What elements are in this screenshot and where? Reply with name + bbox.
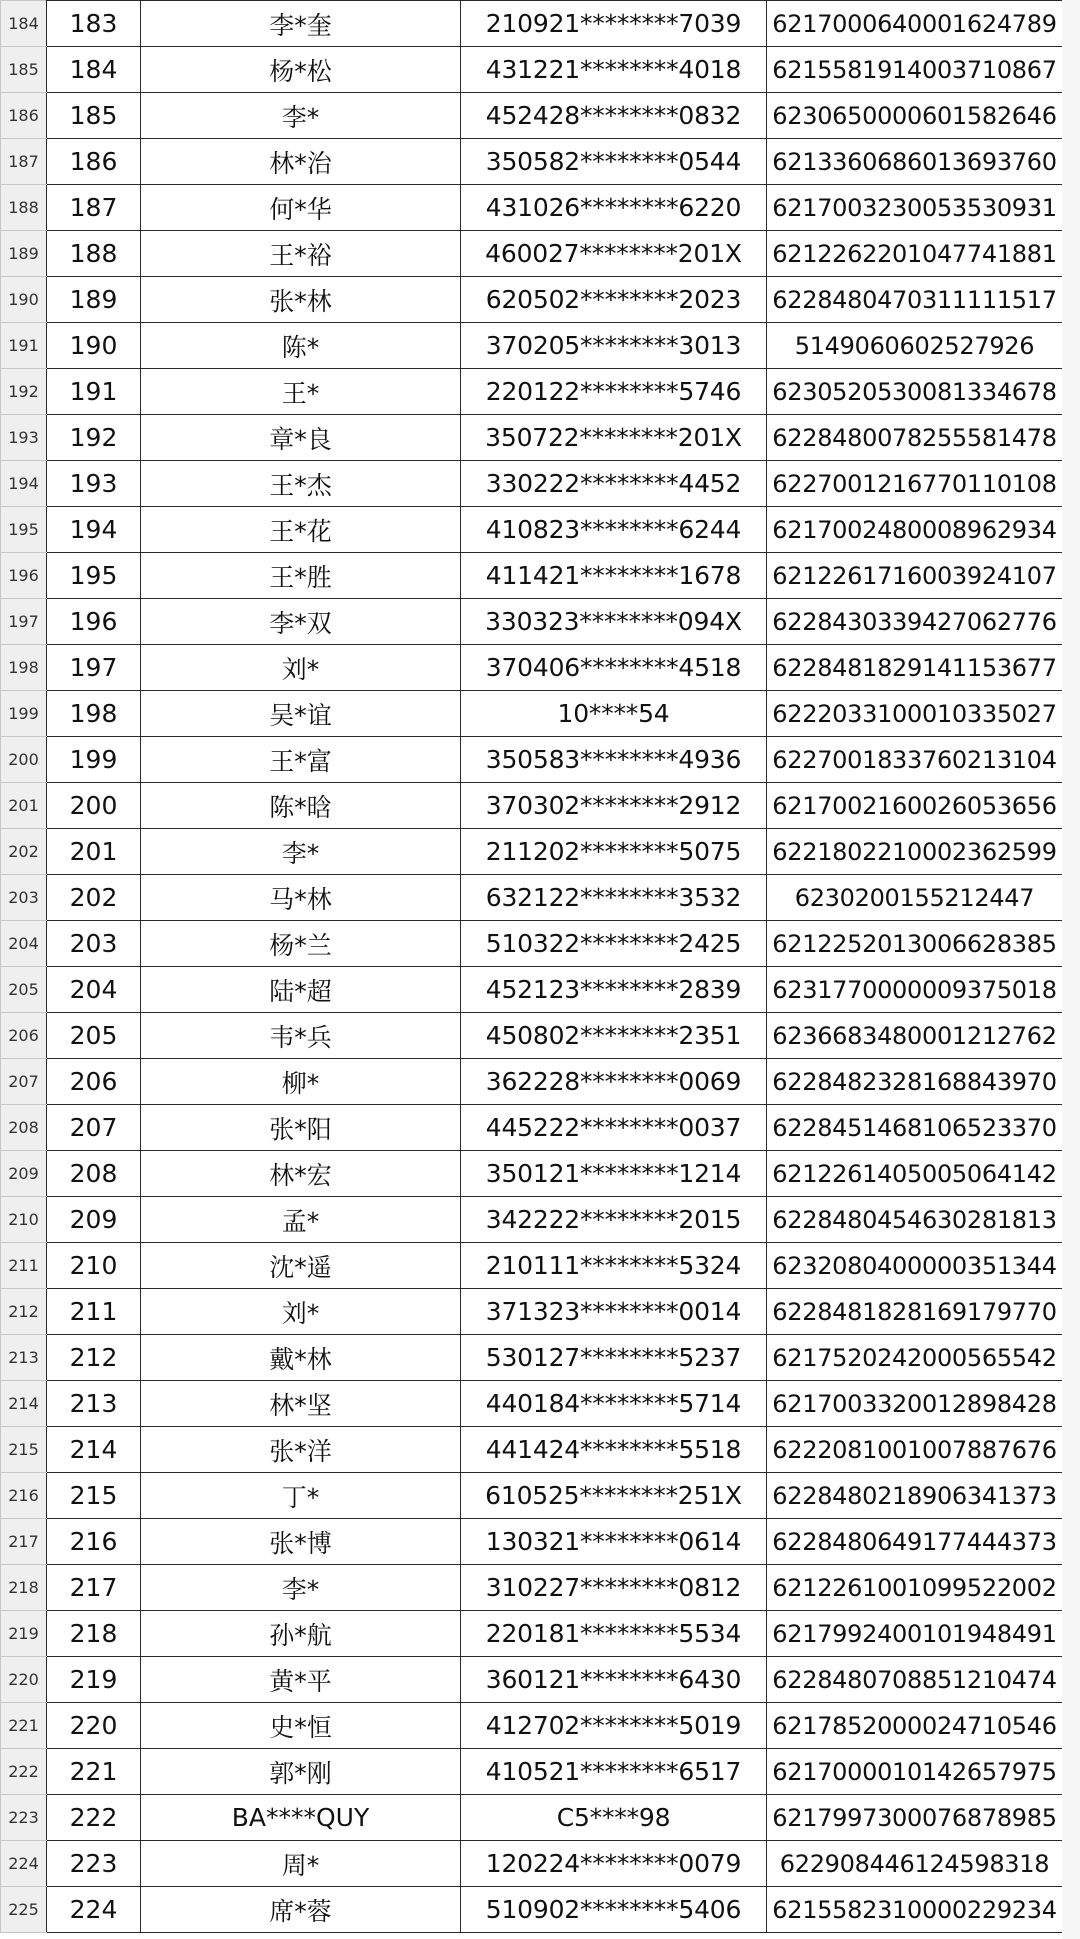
table-row: [1, 93, 1063, 139]
name-cell[interactable]: 马*林: [141, 875, 461, 921]
name-cell[interactable]: 孙*航: [141, 1611, 461, 1657]
id-number-cell[interactable]: 362228********0069: [461, 1059, 767, 1105]
table-row: [1, 875, 1063, 921]
seq-cell[interactable]: 193: [47, 461, 141, 507]
table-row: [1, 1381, 1063, 1427]
id-number-cell[interactable]: 10****54: [461, 691, 767, 737]
row-header[interactable]: 187: [1, 139, 47, 185]
table-row: [1, 1657, 1063, 1703]
table-row: [1, 369, 1063, 415]
id-number-cell[interactable]: 441424********5518: [461, 1427, 767, 1473]
table-row: [1, 599, 1063, 645]
table-row: [1, 1105, 1063, 1151]
seq-cell[interactable]: 207: [47, 1105, 141, 1151]
bank-card-cell[interactable]: 6217002480008962934: [767, 507, 1063, 553]
bank-card-cell[interactable]: 622908446124598318: [767, 1841, 1063, 1887]
bank-card-cell[interactable]: 6228481828169179770: [767, 1289, 1063, 1335]
id-number-cell[interactable]: 510902********5406: [461, 1887, 767, 1933]
id-number-cell[interactable]: 350582********0544: [461, 139, 767, 185]
name-cell[interactable]: 章*良: [141, 415, 461, 461]
table-row: [1, 231, 1063, 277]
seq-cell[interactable]: 215: [47, 1473, 141, 1519]
name-cell[interactable]: 郭*刚: [141, 1749, 461, 1795]
row-header[interactable]: 208: [1, 1105, 47, 1151]
row-header[interactable]: 223: [1, 1795, 47, 1841]
name-cell[interactable]: 陈*晗: [141, 783, 461, 829]
name-cell[interactable]: 王*: [141, 369, 461, 415]
row-header[interactable]: 201: [1, 783, 47, 829]
bank-card-cell[interactable]: 6212261716003924107: [767, 553, 1063, 599]
table-row: [1, 1335, 1063, 1381]
seq-cell[interactable]: 205: [47, 1013, 141, 1059]
row-header[interactable]: 195: [1, 507, 47, 553]
bank-card-cell[interactable]: 6231770000009375018: [767, 967, 1063, 1013]
row-header[interactable]: 184: [1, 1, 47, 47]
table-row: [1, 461, 1063, 507]
id-number-cell[interactable]: 130321********0614: [461, 1519, 767, 1565]
seq-cell[interactable]: 209: [47, 1197, 141, 1243]
sheet-right-edge: [1062, 0, 1080, 1939]
row-header[interactable]: 209: [1, 1151, 47, 1197]
seq-cell[interactable]: 200: [47, 783, 141, 829]
row-header[interactable]: 222: [1, 1749, 47, 1795]
id-number-cell[interactable]: 440184********5714: [461, 1381, 767, 1427]
bank-card-cell[interactable]: 6217003230053530931: [767, 185, 1063, 231]
seq-cell[interactable]: 188: [47, 231, 141, 277]
table-row: [1, 1887, 1063, 1933]
bank-card-cell[interactable]: 6230650000601582646: [767, 93, 1063, 139]
bank-card-cell[interactable]: 6215581914003710867: [767, 47, 1063, 93]
id-number-cell[interactable]: 360121********6430: [461, 1657, 767, 1703]
seq-cell[interactable]: 198: [47, 691, 141, 737]
name-cell[interactable]: 黄*平: [141, 1657, 461, 1703]
name-cell[interactable]: 陆*超: [141, 967, 461, 1013]
seq-cell[interactable]: 210: [47, 1243, 141, 1289]
table-row: [1, 507, 1063, 553]
table-row: [1, 185, 1063, 231]
row-header[interactable]: 218: [1, 1565, 47, 1611]
seq-cell[interactable]: 206: [47, 1059, 141, 1105]
bank-card-cell[interactable]: 6236683480001212762: [767, 1013, 1063, 1059]
bank-card-cell[interactable]: 6217003320012898428: [767, 1381, 1063, 1427]
row-header[interactable]: 216: [1, 1473, 47, 1519]
seq-cell[interactable]: 222: [47, 1795, 141, 1841]
name-cell[interactable]: 史*恒: [141, 1703, 461, 1749]
table-row: [1, 967, 1063, 1013]
bank-card-cell[interactable]: 6228480470311111517: [767, 277, 1063, 323]
table-row: [1, 553, 1063, 599]
name-cell[interactable]: 王*富: [141, 737, 461, 783]
row-header[interactable]: 211: [1, 1243, 47, 1289]
bank-card-cell[interactable]: 6228480454630281813: [767, 1197, 1063, 1243]
row-header[interactable]: 219: [1, 1611, 47, 1657]
id-number-cell[interactable]: 445222********0037: [461, 1105, 767, 1151]
name-cell[interactable]: 张*洋: [141, 1427, 461, 1473]
table-row: [1, 1013, 1063, 1059]
table-row: [1, 1473, 1063, 1519]
seq-cell[interactable]: 185: [47, 93, 141, 139]
bank-card-cell[interactable]: 6212261405005064142: [767, 1151, 1063, 1197]
id-number-cell[interactable]: 411421********1678: [461, 553, 767, 599]
id-number-cell[interactable]: 410521********6517: [461, 1749, 767, 1795]
id-number-cell[interactable]: 452428********0832: [461, 93, 767, 139]
row-header[interactable]: 220: [1, 1657, 47, 1703]
bank-card-cell[interactable]: 6212261001099522002: [767, 1565, 1063, 1611]
id-number-cell[interactable]: 410823********6244: [461, 507, 767, 553]
row-header[interactable]: 198: [1, 645, 47, 691]
row-header[interactable]: 193: [1, 415, 47, 461]
seq-cell[interactable]: 197: [47, 645, 141, 691]
id-number-cell[interactable]: 632122********3532: [461, 875, 767, 921]
row-header[interactable]: 225: [1, 1887, 47, 1933]
table-row: [1, 1289, 1063, 1335]
bank-card-cell[interactable]: 6232080400000351344: [767, 1243, 1063, 1289]
id-number-cell[interactable]: 370205********3013: [461, 323, 767, 369]
name-cell[interactable]: 林*宏: [141, 1151, 461, 1197]
row-header[interactable]: 207: [1, 1059, 47, 1105]
seq-cell[interactable]: 191: [47, 369, 141, 415]
bank-card-cell[interactable]: 6222081001007887676: [767, 1427, 1063, 1473]
bank-card-cell[interactable]: 6222033100010335027: [767, 691, 1063, 737]
row-header[interactable]: 196: [1, 553, 47, 599]
seq-cell[interactable]: 194: [47, 507, 141, 553]
id-number-cell[interactable]: 120224********0079: [461, 1841, 767, 1887]
name-cell[interactable]: 杨*松: [141, 47, 461, 93]
table-row: [1, 323, 1063, 369]
bank-card-cell[interactable]: 6228481829141153677: [767, 645, 1063, 691]
row-header[interactable]: 212: [1, 1289, 47, 1335]
seq-cell[interactable]: 202: [47, 875, 141, 921]
id-number-cell[interactable]: 620502********2023: [461, 277, 767, 323]
id-number-cell[interactable]: 371323********0014: [461, 1289, 767, 1335]
name-cell[interactable]: 杨*兰: [141, 921, 461, 967]
bank-card-cell[interactable]: 6217520242000565542: [767, 1335, 1063, 1381]
row-header[interactable]: 188: [1, 185, 47, 231]
seq-cell[interactable]: 220: [47, 1703, 141, 1749]
seq-cell[interactable]: 224: [47, 1887, 141, 1933]
id-number-cell[interactable]: 510322********2425: [461, 921, 767, 967]
bank-card-cell[interactable]: 6230200155212447: [767, 875, 1063, 921]
bank-card-cell[interactable]: 6217992400101948491: [767, 1611, 1063, 1657]
name-cell[interactable]: 林*坚: [141, 1381, 461, 1427]
row-header[interactable]: 189: [1, 231, 47, 277]
id-number-cell[interactable]: 450802********2351: [461, 1013, 767, 1059]
row-header[interactable]: 194: [1, 461, 47, 507]
seq-cell[interactable]: 218: [47, 1611, 141, 1657]
bank-card-cell[interactable]: 6221802210002362599: [767, 829, 1063, 875]
id-number-cell[interactable]: 350583********4936: [461, 737, 767, 783]
bank-card-cell[interactable]: 5149060602527926: [767, 323, 1063, 369]
name-cell[interactable]: 刘*: [141, 645, 461, 691]
table-row: [1, 645, 1063, 691]
table-row: [1, 737, 1063, 783]
row-header[interactable]: 203: [1, 875, 47, 921]
name-cell[interactable]: 李*: [141, 1565, 461, 1611]
name-cell[interactable]: 席*蓉: [141, 1887, 461, 1933]
name-cell[interactable]: 陈*: [141, 323, 461, 369]
id-number-cell[interactable]: 342222********2015: [461, 1197, 767, 1243]
id-number-cell[interactable]: 431026********6220: [461, 185, 767, 231]
bank-card-cell[interactable]: 6228482328168843970: [767, 1059, 1063, 1105]
name-cell[interactable]: 何*华: [141, 185, 461, 231]
name-cell[interactable]: 张*博: [141, 1519, 461, 1565]
name-cell[interactable]: BA****QUY: [141, 1795, 461, 1841]
table-row: [1, 1703, 1063, 1749]
table-row: [1, 1197, 1063, 1243]
seq-cell[interactable]: 221: [47, 1749, 141, 1795]
id-number-cell[interactable]: 350722********201X: [461, 415, 767, 461]
row-header[interactable]: 202: [1, 829, 47, 875]
seq-cell[interactable]: 217: [47, 1565, 141, 1611]
seq-cell[interactable]: 204: [47, 967, 141, 1013]
name-cell[interactable]: 吴*谊: [141, 691, 461, 737]
table-row: [1, 1749, 1063, 1795]
name-cell[interactable]: 王*胜: [141, 553, 461, 599]
table-row: [1, 783, 1063, 829]
row-header[interactable]: 191: [1, 323, 47, 369]
row-header[interactable]: 205: [1, 967, 47, 1013]
seq-cell[interactable]: 219: [47, 1657, 141, 1703]
bank-card-cell[interactable]: 6228480708851210474: [767, 1657, 1063, 1703]
id-number-cell[interactable]: 310227********0812: [461, 1565, 767, 1611]
name-cell[interactable]: 韦*兵: [141, 1013, 461, 1059]
table-row: [1, 1565, 1063, 1611]
row-header[interactable]: 210: [1, 1197, 47, 1243]
bank-card-cell[interactable]: 6228480078255581478: [767, 415, 1063, 461]
id-number-cell[interactable]: 412702********5019: [461, 1703, 767, 1749]
table-row: [1, 1519, 1063, 1565]
name-cell[interactable]: 王*花: [141, 507, 461, 553]
row-header[interactable]: 214: [1, 1381, 47, 1427]
id-number-cell[interactable]: 452123********2839: [461, 967, 767, 1013]
name-cell[interactable]: 林*治: [141, 139, 461, 185]
table-row: [1, 1795, 1063, 1841]
bank-card-cell[interactable]: 6228480218906341373: [767, 1473, 1063, 1519]
table-row: [1, 1059, 1063, 1105]
bank-card-cell[interactable]: 6217997300076878985: [767, 1795, 1063, 1841]
name-cell[interactable]: 李*: [141, 93, 461, 139]
name-cell[interactable]: 王*裕: [141, 231, 461, 277]
row-header[interactable]: 192: [1, 369, 47, 415]
id-number-cell[interactable]: 210111********5324: [461, 1243, 767, 1289]
table-row: [1, 277, 1063, 323]
id-number-cell[interactable]: 370406********4518: [461, 645, 767, 691]
seq-cell[interactable]: 184: [47, 47, 141, 93]
name-cell[interactable]: 孟*: [141, 1197, 461, 1243]
id-number-cell[interactable]: 460027********201X: [461, 231, 767, 277]
bank-card-cell[interactable]: 6228430339427062776: [767, 599, 1063, 645]
table-row: [1, 1427, 1063, 1473]
id-number-cell[interactable]: 350121********1214: [461, 1151, 767, 1197]
id-number-cell[interactable]: 211202********5075: [461, 829, 767, 875]
name-cell[interactable]: 戴*林: [141, 1335, 461, 1381]
row-header[interactable]: 186: [1, 93, 47, 139]
bank-card-cell[interactable]: 6217852000024710546: [767, 1703, 1063, 1749]
table-row: [1, 415, 1063, 461]
name-cell[interactable]: 张*阳: [141, 1105, 461, 1151]
seq-cell[interactable]: 216: [47, 1519, 141, 1565]
row-header[interactable]: 197: [1, 599, 47, 645]
row-header[interactable]: 199: [1, 691, 47, 737]
table-row: [1, 921, 1063, 967]
table-row: [1, 139, 1063, 185]
name-cell[interactable]: 柳*: [141, 1059, 461, 1105]
seq-cell[interactable]: 203: [47, 921, 141, 967]
seq-cell[interactable]: 211: [47, 1289, 141, 1335]
row-header[interactable]: 221: [1, 1703, 47, 1749]
id-number-cell[interactable]: 210921********7039: [461, 1, 767, 47]
table-row: [1, 1841, 1063, 1887]
table-row: [1, 1151, 1063, 1197]
table-row: [1, 1, 1063, 47]
bank-card-cell[interactable]: 6212262201047741881: [767, 231, 1063, 277]
name-cell[interactable]: 王*杰: [141, 461, 461, 507]
row-header[interactable]: 206: [1, 1013, 47, 1059]
seq-cell[interactable]: 212: [47, 1335, 141, 1381]
table-row: [1, 1611, 1063, 1657]
seq-cell[interactable]: 213: [47, 1381, 141, 1427]
name-cell[interactable]: 丁*: [141, 1473, 461, 1519]
bank-card-cell[interactable]: 6217002160026053656: [767, 783, 1063, 829]
bank-card-cell[interactable]: 6212252013006628385: [767, 921, 1063, 967]
row-header[interactable]: 185: [1, 47, 47, 93]
bank-card-cell[interactable]: 6228451468106523370: [767, 1105, 1063, 1151]
id-number-cell[interactable]: 330222********4452: [461, 461, 767, 507]
name-cell[interactable]: 刘*: [141, 1289, 461, 1335]
bank-card-cell[interactable]: 6227001833760213104: [767, 737, 1063, 783]
name-cell[interactable]: 李*: [141, 829, 461, 875]
id-number-cell[interactable]: 610525********251X: [461, 1473, 767, 1519]
bank-card-cell[interactable]: 6230520530081334678: [767, 369, 1063, 415]
seq-cell[interactable]: 214: [47, 1427, 141, 1473]
seq-cell[interactable]: 186: [47, 139, 141, 185]
table-row: [1, 691, 1063, 737]
id-number-cell[interactable]: 530127********5237: [461, 1335, 767, 1381]
name-cell[interactable]: 沈*遥: [141, 1243, 461, 1289]
table-row: [1, 829, 1063, 875]
row-header[interactable]: 190: [1, 277, 47, 323]
table-body: [1, 1, 1063, 1933]
seq-cell[interactable]: 199: [47, 737, 141, 783]
seq-cell[interactable]: 195: [47, 553, 141, 599]
seq-cell[interactable]: 223: [47, 1841, 141, 1887]
row-header[interactable]: 213: [1, 1335, 47, 1381]
seq-cell[interactable]: 201: [47, 829, 141, 875]
name-cell[interactable]: 周*: [141, 1841, 461, 1887]
row-header[interactable]: 215: [1, 1427, 47, 1473]
row-header[interactable]: 224: [1, 1841, 47, 1887]
id-number-cell[interactable]: 220122********5746: [461, 369, 767, 415]
table-row: [1, 1243, 1063, 1289]
bank-card-cell[interactable]: 6215582310000229234: [767, 1887, 1063, 1933]
bank-card-cell[interactable]: 6228480649177444373: [767, 1519, 1063, 1565]
seq-cell[interactable]: 189: [47, 277, 141, 323]
seq-cell[interactable]: 187: [47, 185, 141, 231]
bank-card-cell[interactable]: 6227001216770110108: [767, 461, 1063, 507]
id-number-cell[interactable]: 220181********5534: [461, 1611, 767, 1657]
row-header[interactable]: 204: [1, 921, 47, 967]
row-header[interactable]: 217: [1, 1519, 47, 1565]
seq-cell[interactable]: 192: [47, 415, 141, 461]
name-cell[interactable]: 张*林: [141, 277, 461, 323]
seq-cell[interactable]: 190: [47, 323, 141, 369]
name-cell[interactable]: 李*双: [141, 599, 461, 645]
table-row: [1, 47, 1063, 93]
row-header[interactable]: 200: [1, 737, 47, 783]
id-number-cell[interactable]: C5****98: [461, 1795, 767, 1841]
bank-card-cell[interactable]: 6217000010142657975: [767, 1749, 1063, 1795]
bank-card-cell[interactable]: 6217000640001624789: [767, 1, 1063, 47]
id-number-cell[interactable]: 431221********4018: [461, 47, 767, 93]
bank-card-cell[interactable]: 6213360686013693760: [767, 139, 1063, 185]
id-number-cell[interactable]: 330323********094X: [461, 599, 767, 645]
id-number-cell[interactable]: 370302********2912: [461, 783, 767, 829]
seq-cell[interactable]: 183: [47, 1, 141, 47]
name-cell[interactable]: 李*奎: [141, 1, 461, 47]
seq-cell[interactable]: 208: [47, 1151, 141, 1197]
seq-cell[interactable]: 196: [47, 599, 141, 645]
